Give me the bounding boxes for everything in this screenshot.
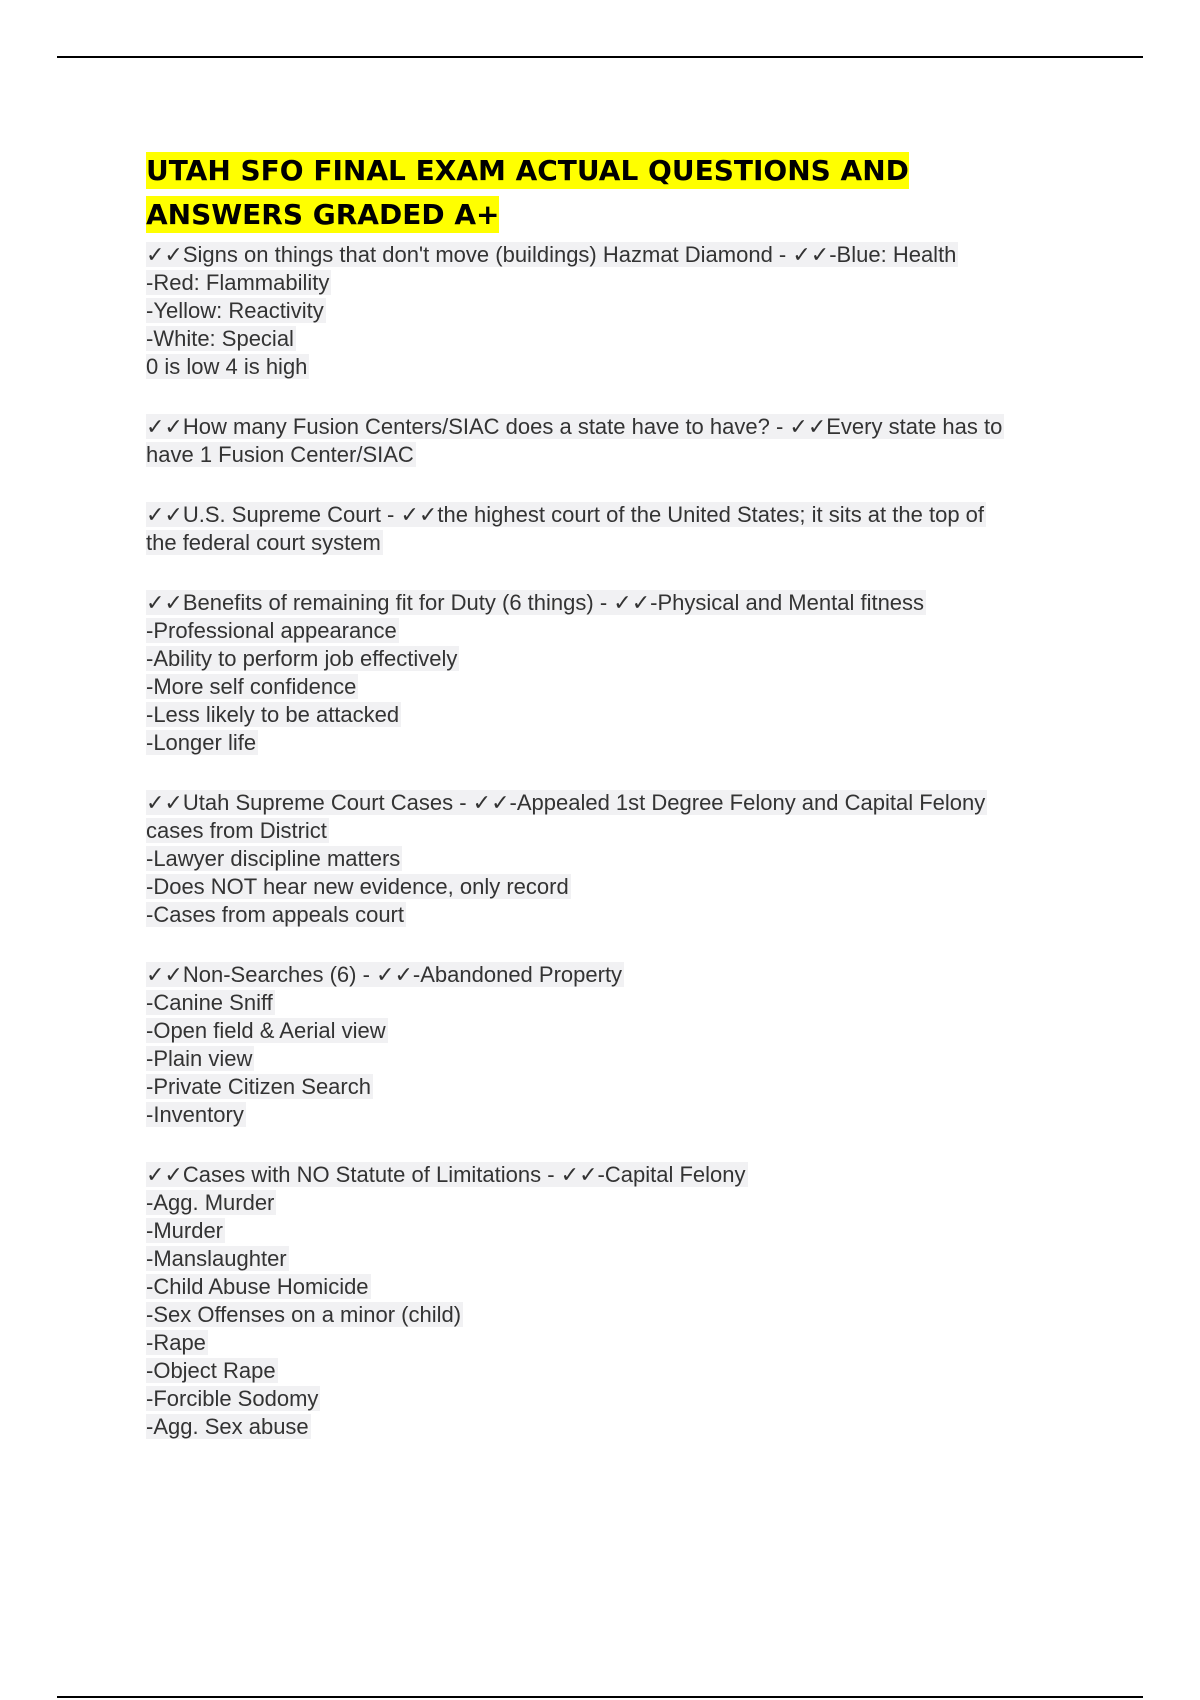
- qa-answer-line: [146, 1217, 1106, 1245]
- qa-text: -Child Abuse Homicide: [146, 1274, 369, 1299]
- qa-text: ✓✓How many Fusion Centers/SIAC does a state have to have? - ✓✓Every state has to: [146, 414, 1003, 439]
- qa-answer-line: [146, 645, 1106, 673]
- qa-answer-line: [146, 325, 1106, 353]
- qa-answer-line: [146, 1357, 1106, 1385]
- qa-text: -Murder: [146, 1218, 224, 1243]
- qa-text: -Agg. Murder: [146, 1190, 275, 1215]
- qa-text: ✓✓U.S. Supreme Court - ✓✓the highest court of the United States; it sits at the top of: [146, 502, 985, 527]
- qa-item: [146, 241, 1106, 381]
- qa-text: -Inventory: [146, 1102, 244, 1127]
- qa-text: -Does NOT hear new evidence, only record: [146, 874, 569, 899]
- qa-text: -Cases from appeals court: [146, 902, 404, 927]
- qa-answer-line: [146, 817, 1106, 845]
- qa-text: cases from District: [146, 818, 327, 843]
- qa-text: -Rape: [146, 1330, 206, 1355]
- qa-text: 0 is low 4 is high: [146, 354, 308, 379]
- title-line-1: UTAH SFO FINAL EXAM ACTUAL QUESTIONS AND: [146, 154, 909, 187]
- qa-answer-line: [146, 1073, 1106, 1101]
- qa-text: -Object Rape: [146, 1358, 276, 1383]
- qa-item: [146, 1161, 1106, 1441]
- qa-answer-line: [146, 269, 1106, 297]
- document-title: [146, 149, 1106, 237]
- qa-answer-line: [146, 673, 1106, 701]
- qa-text: -Canine Sniff: [146, 990, 273, 1015]
- qa-answer-line: [146, 617, 1106, 645]
- qa-question-line: [146, 501, 1106, 529]
- qa-answer-line: [146, 441, 1106, 469]
- qa-text: -Professional appearance: [146, 618, 397, 643]
- header-rule: [57, 56, 1143, 58]
- qa-text: -Ability to perform job effectively: [146, 646, 458, 671]
- qa-answer-line: [146, 1385, 1106, 1413]
- qa-answer-line: [146, 873, 1106, 901]
- qa-text: ✓✓Utah Supreme Court Cases - ✓✓-Appealed 1st Degree Felony and Capital Felony: [146, 790, 986, 815]
- qa-text: ✓✓Signs on things that don't move (buildings) Hazmat Diamond - ✓✓-Blue: Health: [146, 242, 957, 267]
- qa-text: -Lawyer discipline matters: [146, 846, 401, 871]
- qa-answer-line: [146, 1017, 1106, 1045]
- qa-answer-line: [146, 1045, 1106, 1073]
- qa-item: [146, 961, 1106, 1129]
- qa-answer-line: [146, 701, 1106, 729]
- qa-question-line: [146, 961, 1106, 989]
- qa-text: -Red: Flammability: [146, 270, 330, 295]
- qa-text: -Longer life: [146, 730, 257, 755]
- qa-text: -Less likely to be attacked: [146, 702, 400, 727]
- qa-answer-line: [146, 845, 1106, 873]
- qa-item: [146, 413, 1106, 469]
- document-body: [146, 149, 1106, 1473]
- qa-text: -Sex Offenses on a minor (child): [146, 1302, 462, 1327]
- qa-text: -Plain view: [146, 1046, 253, 1071]
- footer-rule: [57, 1696, 1143, 1698]
- title-line-2: ANSWERS GRADED A+: [146, 198, 500, 231]
- qa-text: the federal court system: [146, 530, 381, 555]
- qa-answer-line: [146, 1413, 1106, 1441]
- qa-answer-line: [146, 1273, 1106, 1301]
- qa-answer-line: [146, 989, 1106, 1017]
- qa-text: have 1 Fusion Center/SIAC: [146, 442, 414, 467]
- qa-text: -Open field & Aerial view: [146, 1018, 386, 1043]
- qa-answer-line: [146, 1101, 1106, 1129]
- qa-question-line: [146, 241, 1106, 269]
- qa-question-line: [146, 1161, 1106, 1189]
- qa-text: -Manslaughter: [146, 1246, 287, 1271]
- qa-answer-line: [146, 297, 1106, 325]
- qa-answer-line: [146, 1245, 1106, 1273]
- qa-answer-line: [146, 353, 1106, 381]
- qa-text: ✓✓Cases with NO Statute of Limitations - ✓✓-Capital Felony: [146, 1162, 746, 1187]
- qa-question-line: [146, 589, 1106, 617]
- qa-item: [146, 589, 1106, 757]
- qa-text: -Agg. Sex abuse: [146, 1414, 309, 1439]
- qa-text: ✓✓Non-Searches (6) - ✓✓-Abandoned Property: [146, 962, 623, 987]
- qa-list: [146, 241, 1106, 1441]
- qa-text: -More self confidence: [146, 674, 357, 699]
- qa-text: ✓✓Benefits of remaining fit for Duty (6 things) - ✓✓-Physical and Mental fitness: [146, 590, 925, 615]
- qa-answer-line: [146, 1329, 1106, 1357]
- qa-answer-line: [146, 529, 1106, 557]
- qa-question-line: [146, 413, 1106, 441]
- qa-item: [146, 501, 1106, 557]
- qa-answer-line: [146, 901, 1106, 929]
- qa-answer-line: [146, 1189, 1106, 1217]
- qa-text: -White: Special: [146, 326, 294, 351]
- qa-text: -Private Citizen Search: [146, 1074, 371, 1099]
- qa-text: -Yellow: Reactivity: [146, 298, 324, 323]
- qa-answer-line: [146, 729, 1106, 757]
- qa-answer-line: [146, 1301, 1106, 1329]
- qa-item: [146, 789, 1106, 929]
- qa-text: -Forcible Sodomy: [146, 1386, 319, 1411]
- qa-question-line: [146, 789, 1106, 817]
